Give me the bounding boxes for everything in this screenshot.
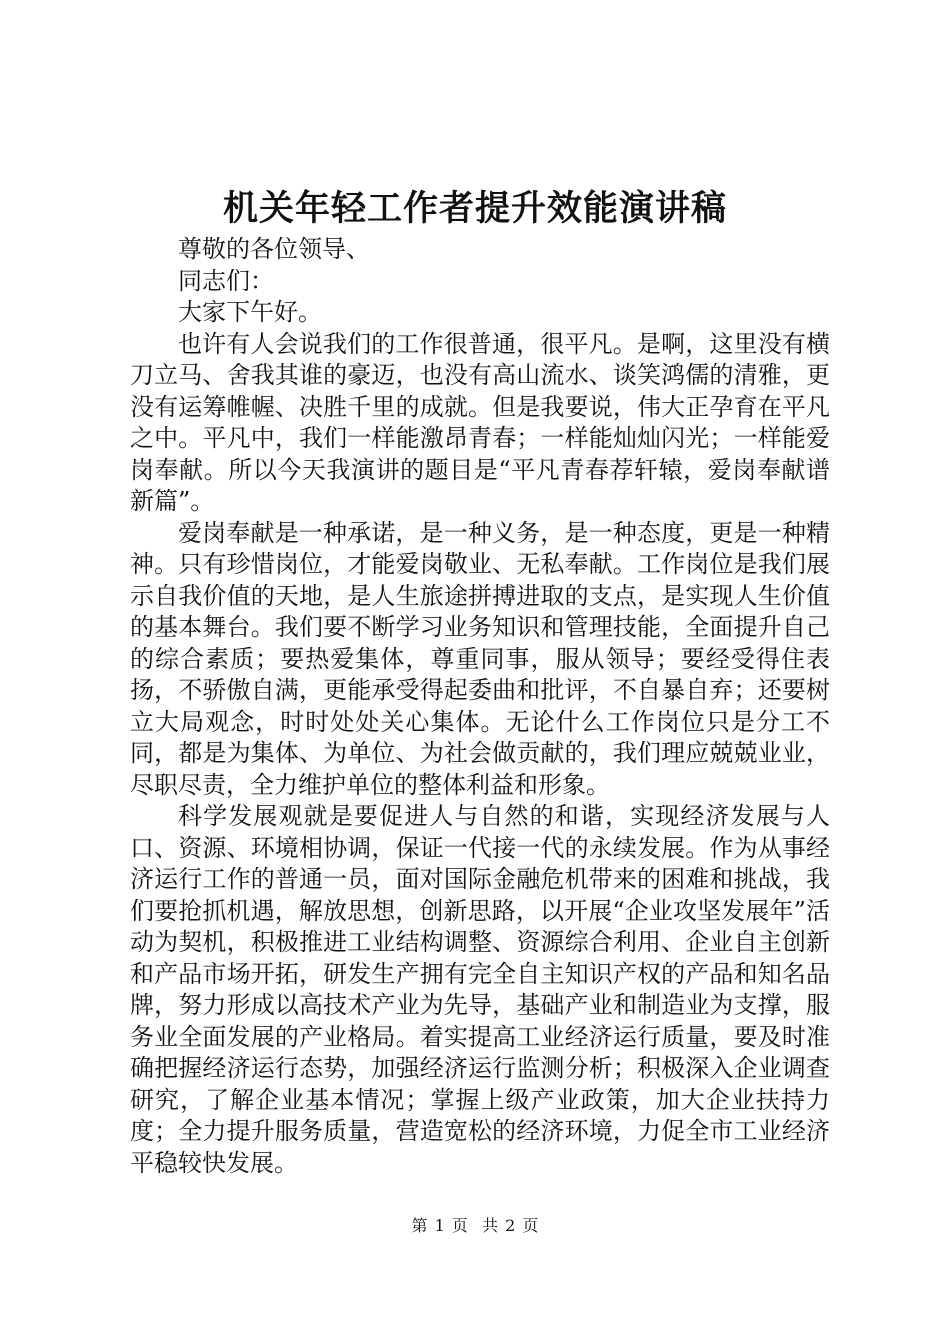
salutation-line: 尊敬的各位领导、 bbox=[178, 235, 370, 263]
salutation-line: 大家下午好。 bbox=[178, 298, 322, 326]
salutation-line: 同志们： bbox=[178, 266, 274, 295]
page-footer bbox=[0, 1214, 950, 1238]
body-paragraph: 也许有人会说我们的工作很普通，很平凡。是啊，这里没有横刀立马、舍我其谁的豪迈，也没有高山流水、谈笑鸿儒的清雅，更没有运筹帷幄、决胜千里的成就。但是我要说，伟大正孕育在平凡之中。平凡中，我们一样能激昂青春；一样能灿灿闪光；一样能爱岗奉献。所以今天我演讲的题目是“平凡青春荐轩辕，爱岗奉献谱新篇”。 bbox=[130, 329, 830, 515]
page-number: 第 1 页 共 2 页 bbox=[411, 1216, 539, 1235]
document-title: 机关年轻工作者提升效能演讲稿 bbox=[222, 188, 727, 229]
body-paragraph: 科学发展观就是要促进人与自然的和谐，实现经济发展与人口、资源、环境相协调，保证一代接一代的永续发展。作为从事经济运行工作的普通一员，面对国际金融危机带来的困难和挑战，我们要抢抓机遇，解放思想，创新思路，以开展“企业攻坚发展年”活动为契机，积极推进工业结构调整、资源综合利用、企业自主创新和产品市场开拓，研发生产拥有完全自主知识产权的产品和知名品牌，努力形成以高技术产业为先导，基础产业和制造业为支撑，服务业全面发展的产业格局。着实提高工业经济运行质量，要及时准确把握经济运行态势，加强经济运行监测分析；积极深入企业调查研究，了解企业基本情况；掌握上级产业政策，加大企业扶持力度；全力提升服务质量，营造宽松的经济环境，力促全市工业经济平稳较快发展。 bbox=[130, 802, 830, 1177]
body-paragraph: 爱岗奉献是一种承诺，是一种义务，是一种态度，更是一种精神。只有珍惜岗位，才能爱岗敬业、无私奉献。工作岗位是我们展示自我价值的天地，是人生旅途拼搏进取的支点，是实现人生价值的基本舞台。我们要不断学习业务知识和管理技能，全面提升自己的综合素质；要热爱集体，尊重同事，服从领导；要经受得住表扬，不骄傲自满，更能承受得起委曲和批评，不自暴自弃；还要树立大局观念，时时处处关心集体。无论什么工作岗位只是分工不同，都是为集体、为单位、为社会做贡献的，我们理应兢兢业业，尽职尽责，全力维护单位的整体利益和形象。 bbox=[130, 518, 830, 799]
document-body bbox=[130, 234, 830, 1179]
